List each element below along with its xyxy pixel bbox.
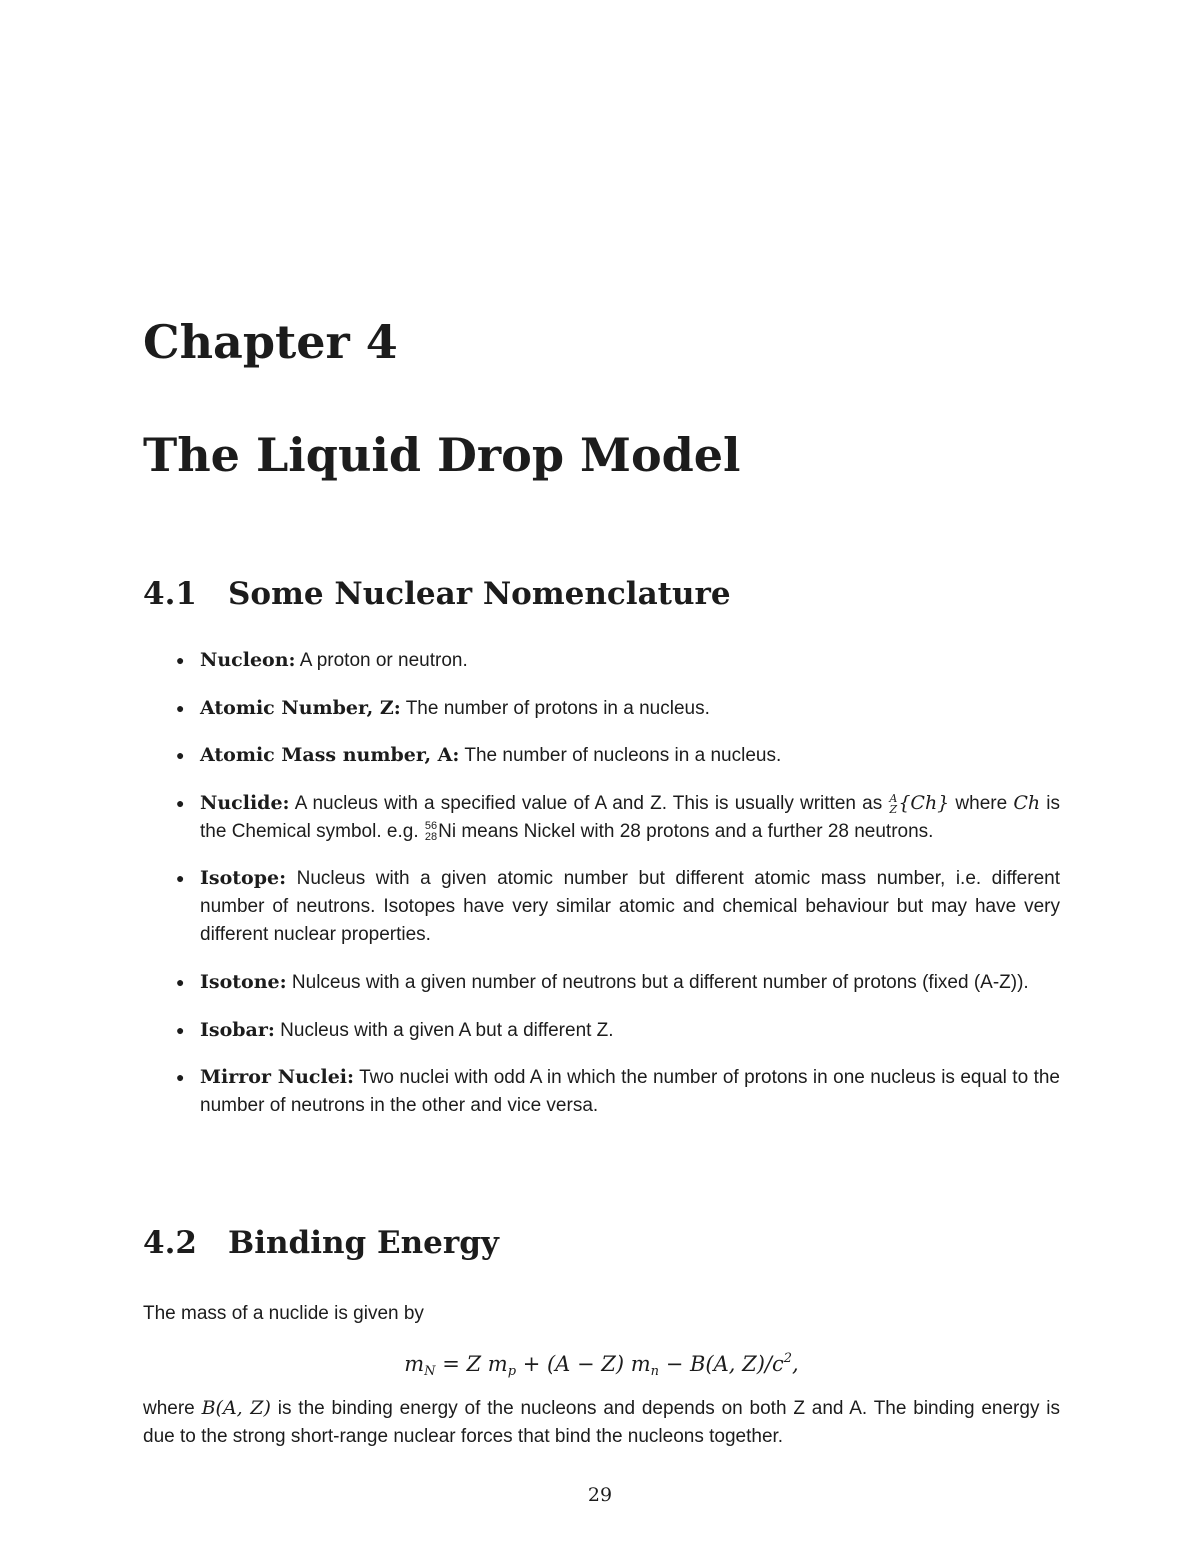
bullet-icon: ● (176, 699, 185, 716)
list-item (176, 694, 1060, 723)
bullet-icon: ● (176, 1021, 185, 1038)
eq-lhs: m (404, 1352, 425, 1376)
list-item (176, 741, 1060, 770)
eq-term-3: − B(A, Z)/c (665, 1352, 784, 1376)
definition: Nucleus with a given A but a different Z. (280, 1019, 614, 1041)
binding-energy-symbol: B(A, Z) (201, 1397, 271, 1419)
definition: A proton or neutron. (299, 650, 468, 671)
eq-end: , (792, 1352, 799, 1376)
list-item (176, 1063, 1060, 1120)
definition-end: means Nickel with 28 protons and a further 28 neutrons. (461, 820, 934, 842)
mass-equation (143, 1344, 1060, 1387)
list-item (176, 968, 1060, 997)
list-item (176, 1016, 1060, 1045)
notation-superscript: A (889, 791, 898, 805)
example-symbol: Ni (438, 820, 457, 842)
chapter-title: The Liquid Drop Model (143, 428, 741, 482)
section-title: Some Nuclear Nomenclature (228, 576, 731, 612)
example-superscript: 56 (424, 819, 438, 832)
section-heading-nomenclature (143, 574, 731, 614)
term: Mirror Nuclei: (200, 1066, 355, 1089)
bullet-icon: ● (176, 870, 185, 887)
example-subscript: 28 (424, 830, 438, 843)
eq-term-1: = Z m (442, 1352, 508, 1376)
list-item (176, 864, 1060, 949)
nomenclature-list (176, 646, 1060, 1139)
definition: The number of protons in a nucleus. (405, 697, 710, 719)
definition-mid: is the Chemical symbol. e.g. (200, 792, 1060, 842)
section-heading-binding-energy (143, 1223, 499, 1263)
bullet-icon: ● (176, 973, 185, 990)
term: Isobar: (200, 1018, 275, 1041)
chemical-variable: Ch (1013, 791, 1041, 814)
bullet-icon: ● (176, 1069, 185, 1086)
term: Isotope: (200, 867, 287, 890)
eq-term-2-sub: n (650, 1364, 660, 1379)
bullet-icon: ● (176, 652, 185, 668)
definition-mid: where (955, 792, 1008, 814)
intro-paragraph: The mass of a nuclide is given by (143, 1303, 424, 1324)
list-item (176, 789, 1060, 846)
paragraph-text: where (143, 1398, 195, 1419)
eq-term-1-sub: p (507, 1364, 517, 1379)
definition-start: A nucleus with a specified value of A and Z. This is usually written as (294, 792, 883, 814)
term: Atomic Mass number, A: (200, 744, 460, 767)
definition: The number of nucleons in a nucleus. (464, 745, 782, 767)
nuclide-notation-indices (889, 793, 897, 815)
paragraph-text: is the binding energy of the nucleons and depends on both Z and A. The binding energy is due to the strong short-range nuclear forces that bind the nucleons together. (143, 1398, 1060, 1447)
example-indices (425, 821, 437, 843)
notation-body: {Ch} (898, 791, 950, 814)
definition: Nucleus with a given atomic number but different atomic mass number, i.e. different number of neutrons. Isotopes have very similar atomic and chemical behaviour but may have very different nuclear properties. (200, 868, 1060, 946)
list-item (176, 646, 1060, 675)
section-number: 4.2 (143, 1225, 197, 1261)
term: Isotone: (200, 970, 287, 993)
eq-term-2: + (A − Z) m (522, 1352, 651, 1376)
definition: Two nuclei with odd A in which the number of protons in one nucleus is equal to the number of neutrons in the other and vice versa. (200, 1067, 1060, 1117)
eq-lhs-sub: N (424, 1364, 436, 1379)
notation-subscript: Z (889, 802, 898, 816)
chapter-label: Chapter 4 (143, 315, 398, 369)
binding-energy-paragraph (143, 1394, 1060, 1451)
section-number: 4.1 (143, 576, 197, 612)
term: Nucleon: (200, 649, 296, 671)
term: Nuclide: (200, 791, 290, 814)
term: Atomic Number, Z: (200, 696, 401, 719)
definition: Nulceus with a given number of neutrons but a different number of protons (fixed (A-Z)). (291, 971, 1029, 993)
page-number: 29 (587, 1484, 613, 1506)
eq-term-3-sup: 2 (783, 1351, 793, 1366)
section-title: Binding Energy (228, 1225, 499, 1261)
bullet-icon: ● (176, 747, 185, 764)
bullet-icon: ● (176, 794, 185, 811)
